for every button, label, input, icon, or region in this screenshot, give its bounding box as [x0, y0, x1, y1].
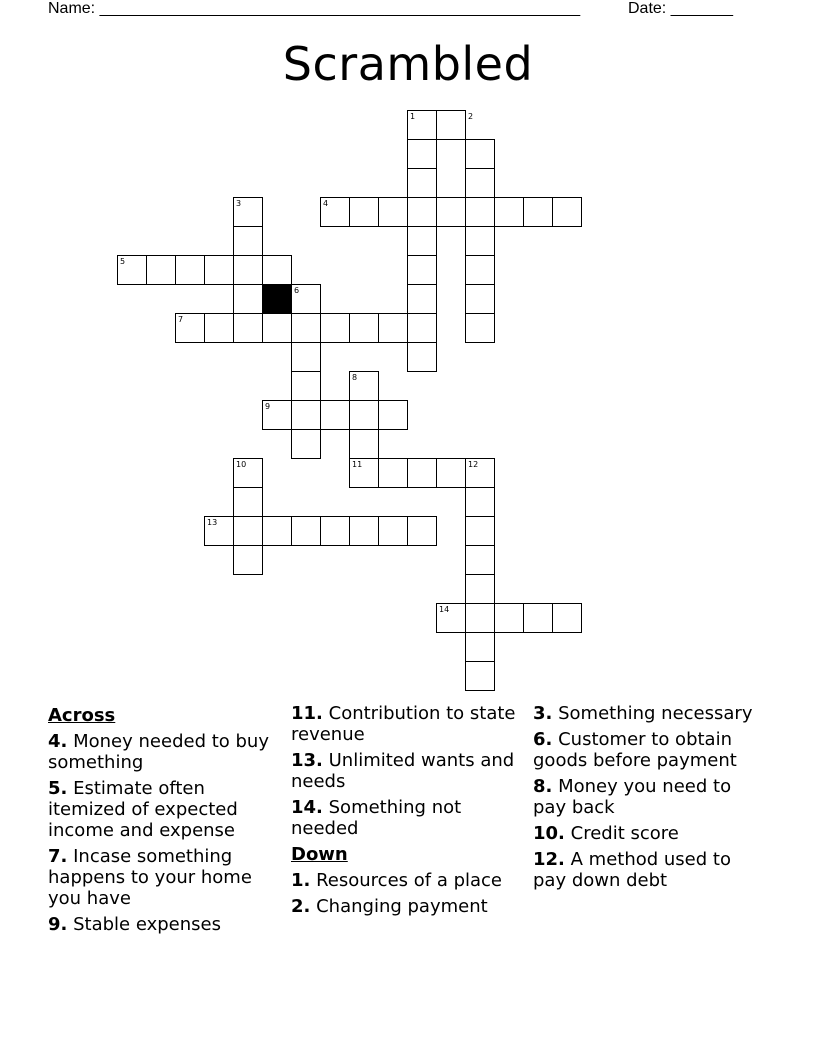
grid-cell[interactable] [233, 284, 263, 314]
clue-down-8 [533, 776, 763, 818]
grid-cell[interactable] [349, 197, 379, 227]
grid-cell[interactable] [407, 342, 437, 372]
grid-cell[interactable] [320, 400, 350, 430]
clue-text: Credit score [570, 823, 679, 844]
grid-cell[interactable] [465, 632, 495, 662]
grid-cell[interactable] [465, 284, 495, 314]
clue-number: 11. [291, 703, 323, 724]
grid-cell[interactable] [291, 313, 321, 343]
grid-cell[interactable] [465, 487, 495, 517]
clue-number: 1. [291, 870, 311, 891]
clue-down-10 [533, 823, 763, 844]
grid-cell[interactable] [465, 197, 495, 227]
clue-number-label: 5 [120, 257, 126, 266]
clue-across-14 [291, 797, 529, 839]
grid-cell[interactable] [291, 371, 321, 401]
grid-cell[interactable] [436, 458, 466, 488]
clue-number: 6. [533, 729, 553, 750]
clue-number: 8. [533, 776, 553, 797]
grid-cell[interactable] [320, 313, 350, 343]
grid-cell[interactable] [494, 603, 524, 633]
clue-number-label: 14 [439, 605, 450, 614]
clue-number: 14. [291, 797, 323, 818]
clue-down-2 [291, 896, 529, 917]
clue-number: 9. [48, 914, 68, 935]
clue-number-label: 10 [236, 460, 247, 469]
clue-text: Resources of a place [316, 870, 503, 891]
grid-cell[interactable] [378, 458, 408, 488]
grid-cell[interactable] [262, 516, 292, 546]
grid-cell[interactable] [552, 197, 582, 227]
clue-number-label: 1 [410, 112, 416, 121]
black-cell [262, 284, 292, 314]
clue-number-label: 9 [265, 402, 271, 411]
clue-number-label: 7 [178, 315, 184, 324]
clue-number: 13. [291, 750, 323, 771]
clues-column-2 [291, 703, 529, 922]
grid-cell[interactable] [552, 603, 582, 633]
grid-cell[interactable] [523, 603, 553, 633]
clue-number-label: 8 [352, 373, 358, 382]
clue-number: 7. [48, 846, 68, 867]
grid-cell[interactable] [465, 516, 495, 546]
across-heading: Across [48, 705, 116, 726]
grid-cell[interactable] [175, 255, 205, 285]
grid-cell[interactable] [465, 168, 495, 198]
page-title: Scrambled [282, 37, 534, 91]
grid-cell[interactable] [378, 516, 408, 546]
clue-number-label: 2 [468, 112, 474, 121]
clue-down-3 [533, 703, 763, 724]
clue-text: Unlimited wants and needs [291, 750, 515, 792]
clue-across-9 [48, 914, 286, 935]
clue-text: Contribution to state revenue [291, 703, 516, 745]
grid-cell[interactable] [494, 197, 524, 227]
grid-cell[interactable] [349, 516, 379, 546]
clue-number: 10. [533, 823, 565, 844]
grid-cell[interactable] [465, 255, 495, 285]
clue-number: 4. [48, 731, 68, 752]
clue-number: 2. [291, 896, 311, 917]
grid-cell[interactable] [291, 342, 321, 372]
grid-cell[interactable] [465, 603, 495, 633]
grid-cell[interactable] [407, 168, 437, 198]
clue-number-label: 6 [294, 286, 300, 295]
clue-number-label: 3 [236, 199, 242, 208]
clue-number-label: 13 [207, 518, 218, 527]
down-heading: Down [291, 844, 348, 865]
clue-across-4 [48, 731, 286, 773]
grid-cell[interactable] [407, 458, 437, 488]
grid-cell[interactable] [349, 313, 379, 343]
grid-cell[interactable] [262, 313, 292, 343]
grid-cell[interactable] [233, 545, 263, 575]
grid-cell[interactable] [349, 400, 379, 430]
clue-across-7 [48, 846, 286, 909]
clue-text: Incase something happens to your home you have [48, 846, 252, 909]
clue-across-13 [291, 750, 529, 792]
grid-cell[interactable] [407, 284, 437, 314]
grid-cell[interactable] [291, 400, 321, 430]
clue-number: 5. [48, 778, 68, 799]
grid-cell[interactable] [204, 313, 234, 343]
grid-cell[interactable] [407, 226, 437, 256]
grid-cell[interactable] [465, 574, 495, 604]
grid-cell[interactable] [407, 139, 437, 169]
clue-text: Something necessary [558, 703, 753, 724]
clue-down-1 [291, 870, 529, 891]
grid-cell[interactable] [233, 516, 263, 546]
clue-text: Money you need to pay back [533, 776, 732, 818]
clue-text: Stable expenses [73, 914, 221, 935]
grid-cell[interactable] [291, 429, 321, 459]
clue-text: Customer to obtain goods before payment [533, 729, 737, 771]
clue-number: 12. [533, 849, 565, 870]
grid-cell[interactable] [436, 197, 466, 227]
grid-cell[interactable] [378, 400, 408, 430]
clue-number-label: 12 [468, 460, 479, 469]
grid-cell[interactable] [204, 255, 234, 285]
clue-number: 3. [533, 703, 553, 724]
grid-cell[interactable] [291, 516, 321, 546]
grid-cell[interactable] [465, 661, 495, 691]
grid-cell[interactable] [407, 197, 437, 227]
clue-number-label: 4 [323, 199, 329, 208]
clue-text: A method used to pay down debt [533, 849, 731, 891]
clue-text: Estimate often itemized of expected income and expense [48, 778, 238, 841]
clue-down-12 [533, 849, 763, 891]
grid-cell[interactable] [146, 255, 176, 285]
grid-cell[interactable] [233, 313, 263, 343]
grid-cell[interactable] [349, 429, 379, 459]
grid-cell[interactable] [465, 313, 495, 343]
grid-cell[interactable] [407, 313, 437, 343]
grid-cell[interactable] [233, 226, 263, 256]
grid-cell[interactable] [465, 139, 495, 169]
clue-across-11 [291, 703, 529, 745]
clue-number-label: 11 [352, 460, 363, 469]
grid-cell[interactable] [378, 197, 408, 227]
clue-down-6 [533, 729, 763, 771]
clue-text: Changing payment [316, 896, 488, 917]
name-field-label: Name: ______________________________________________________ [48, 0, 581, 17]
clues-column-3 [533, 703, 763, 896]
grid-cell[interactable] [465, 545, 495, 575]
clue-text: Money needed to buy something [48, 731, 269, 773]
grid-cell[interactable] [378, 313, 408, 343]
grid-cell[interactable] [436, 110, 466, 140]
grid-cell[interactable] [262, 255, 292, 285]
grid-cell[interactable] [523, 197, 553, 227]
grid-cell[interactable] [465, 226, 495, 256]
clue-text: Something not needed [291, 797, 462, 839]
date-field-label: Date: _______ [628, 0, 733, 17]
grid-cell[interactable] [320, 516, 350, 546]
grid-cell[interactable] [407, 255, 437, 285]
clues-column-1 [48, 703, 286, 940]
clue-across-5 [48, 778, 286, 841]
grid-cell[interactable] [407, 516, 437, 546]
grid-cell[interactable] [233, 255, 263, 285]
grid-cell[interactable] [233, 487, 263, 517]
